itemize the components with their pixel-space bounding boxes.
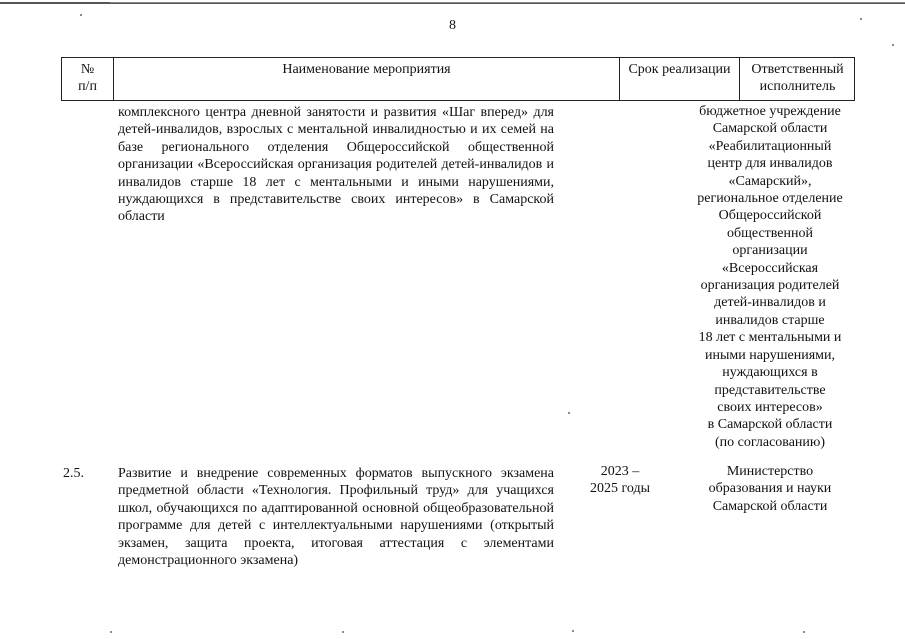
executor-line: «Самарский», bbox=[728, 173, 812, 189]
executor-line: инвалидов старше bbox=[715, 312, 825, 328]
executor-line: организации bbox=[732, 243, 808, 259]
term-line: 2025 годы bbox=[589, 481, 651, 497]
executor-line: «Реабилитационный bbox=[708, 138, 832, 154]
executor-line: организация родителей bbox=[700, 278, 840, 294]
continued-activity-name: комплексного центра дневной занятости и развития «Шаг вперед» для детей-инвалидов, взрослых с ментальной инвалидностью и их семей на базе регионального отделения Общероссийской общественной организации «Всероссийская организация родителей детей-инвалидов и инвалидов старше 18 лет с ментальными и иными нарушениями, нуждающихся в представительстве своих интересов» в Самарской области bbox=[118, 105, 554, 225]
scan-speck bbox=[110, 631, 112, 633]
executor-line: детей-инвалидов и bbox=[714, 295, 826, 311]
executor-line: центр для инвалидов bbox=[707, 156, 833, 172]
executor-line: (по согласованию) bbox=[714, 434, 826, 450]
executor-line: образования и науки bbox=[708, 481, 832, 497]
scan-speck bbox=[572, 630, 574, 632]
header-name: Наименование мероприятия bbox=[114, 58, 620, 100]
executor-line: представительстве bbox=[714, 382, 826, 398]
page-number: 8 bbox=[449, 18, 456, 33]
table-header bbox=[61, 57, 855, 101]
executor bbox=[683, 463, 857, 515]
executor-line: Министерство bbox=[726, 464, 814, 479]
executor-line: нуждающихся в bbox=[722, 365, 818, 381]
executor-line: иными нарушениями, bbox=[704, 347, 836, 363]
scan-speck bbox=[803, 631, 805, 633]
implementation-term bbox=[575, 463, 665, 498]
executor-line: 18 лет с ментальными и bbox=[698, 330, 842, 346]
header-term: Срок реализации bbox=[620, 58, 740, 100]
scan-speck bbox=[342, 631, 344, 633]
executor-line: общественной bbox=[726, 225, 814, 241]
continued-executor bbox=[683, 103, 857, 451]
scan-speck bbox=[80, 14, 82, 16]
executor-line: бюджетное учреждение bbox=[699, 104, 841, 119]
executor-line: в Самарской области bbox=[707, 417, 833, 433]
executor-line: региональное отделение bbox=[697, 191, 843, 207]
activity-name: Развитие и внедрение современных форматов выпускного экзамена предметной области «Технология. Профильный труд» для учащихся школ, обучающихся по адаптированной основной общеобразовательной программе для детей с интеллектуальными нарушениями (открытый экзамен, защита проекта, итоговая аттестация с элементами демонстрационного экзамена) bbox=[118, 466, 554, 569]
header-executor: Ответственный исполнитель bbox=[751, 62, 844, 94]
scan-speck bbox=[860, 18, 862, 20]
executor-line: Самарской области bbox=[712, 498, 828, 514]
executor-line: Самарской области bbox=[712, 121, 828, 137]
scan-speck bbox=[892, 44, 894, 46]
executor-line: Общероссийской bbox=[718, 208, 822, 224]
term-line: 2023 – bbox=[600, 464, 640, 479]
executor-line: «Всероссийская bbox=[721, 260, 819, 276]
scan-top-border-thin bbox=[110, 2, 905, 3]
executor-line: своих интересов» bbox=[717, 399, 823, 415]
scan-speck bbox=[568, 412, 570, 414]
header-number: № п/п bbox=[62, 58, 114, 100]
row-number: 2.5. bbox=[63, 466, 84, 481]
